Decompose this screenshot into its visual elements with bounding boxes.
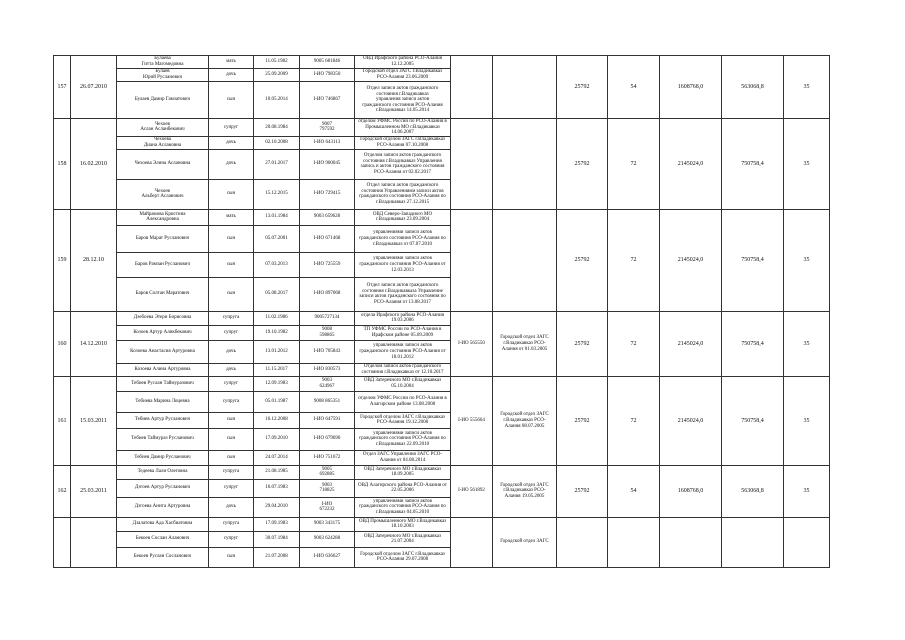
member-document-issuer: отдела Ирафского района РСО-Алания 19.03.2006 — [355, 311, 451, 325]
value-1 — [557, 517, 608, 567]
value-1: 25792 — [557, 56, 608, 119]
member-relation: мать — [209, 209, 254, 225]
table-row — [54, 119, 881, 137]
value-4: 750758,4 — [722, 209, 784, 311]
member-document: 9005 692885 — [300, 465, 355, 479]
value-4: 563068,8 — [722, 465, 784, 517]
member-document: 9005 681846 — [300, 56, 355, 69]
member-document: I-ИО 636627 — [300, 547, 355, 567]
member-relation: дочь — [209, 340, 254, 363]
member-birth-date: 11.15.2017 — [254, 363, 300, 376]
member-document-issuer: Отделом записи актов гражданского состояния г.Владикавказ от 12.10.2017 — [355, 363, 451, 376]
member-document-issuer: управлениями записи актов гражданского состояния РСО-Алания по г.Владикавказ 22.09.2010 — [355, 428, 451, 450]
member-name: Баров Рамзан Русланович — [117, 252, 209, 277]
member-relation: супруга — [209, 391, 254, 412]
member-document-issuer: ОВД Затеречного МО г.Владикавказ 18.09.2005 — [355, 465, 451, 479]
member-relation: дочь — [209, 69, 254, 82]
member-name: Козоева Анастасия Артуровна — [117, 340, 209, 363]
member-birth-date: 10.05.2014 — [254, 82, 300, 119]
member-name: Козоева Алина Артуровна — [117, 363, 209, 376]
member-birth-date: 11.02.1986 — [254, 311, 300, 325]
member-relation: сын — [209, 412, 254, 428]
member-document-issuer: Городской отдел ЗАГС г.Владикавказ РСО-Алания 23.06.2009 — [355, 69, 451, 82]
value-3: 2145024,0 — [660, 376, 722, 465]
member-document: I-ИО 897068 — [300, 277, 355, 311]
member-birth-date: 12.09.1983 — [254, 376, 300, 391]
member-relation: дочь — [209, 497, 254, 517]
value-3: 1608768,0 — [660, 465, 722, 517]
member-document-issuer: ОВД Промышленного МО г.Владикавказ 18.10.2003 — [355, 517, 451, 531]
member-name: Дзалатова Ада Хасбиатовна — [117, 517, 209, 531]
member-document: I-ИО 725559 — [300, 252, 355, 277]
value-3 — [660, 517, 722, 567]
member-document-issuer: Городской отделом ЗАГС г.Владикавказ РСО-Алания 29.07.2008 — [355, 547, 451, 567]
member-relation: супруга — [209, 517, 254, 531]
member-relation: супруг — [209, 119, 254, 137]
member-birth-date: 05.01.1987 — [254, 391, 300, 412]
member-birth-date: 29.04.2010 — [254, 497, 300, 517]
member-document: 9008 865351 — [300, 391, 355, 412]
member-birth-date: 20.08.1984 — [254, 119, 300, 137]
member-name: Булаев Юрий Русланович — [117, 69, 209, 82]
member-name: Чехоева Элина Аслановна — [117, 149, 209, 179]
member-name: Бекоев Руслан Сосланович — [117, 547, 209, 567]
member-document-issuer: Городской отделом ЗАГС г.Владикавказ РСО-Алания 07.10.2008 — [355, 136, 451, 149]
member-relation: сын — [209, 547, 254, 567]
member-relation: сын — [209, 450, 254, 465]
value-1: 25792 — [557, 311, 608, 376]
member-relation: супруг — [209, 479, 254, 497]
value-1: 25792 — [557, 465, 608, 517]
record-number — [54, 517, 71, 567]
member-document-issuer: Отделом записи актов гражданского состояния г.Владикавказ Управления запись и актов гражданского состояния РСО-Алания от 02.02.2017 — [355, 149, 451, 179]
member-document: I-ИО 672232 — [300, 497, 355, 517]
member-document-issuer: управлениями записи актов гражданского состояния РСО-Алания по г.Владикавказ 04.05.2010 — [355, 497, 451, 517]
value-5: 35 — [784, 311, 830, 376]
member-name: Дзгоева Анита Артуровна — [117, 497, 209, 517]
member-birth-date: 11.05.1982 — [254, 56, 300, 69]
marriage-certificate — [451, 517, 493, 567]
member-document-issuer: отделом УФМС России по РСО-Алания в Алагирском районе 13.08.2008 — [355, 391, 451, 412]
member-birth-date: 30.07.1984 — [254, 531, 300, 547]
member-document: I-ИО 746867 — [300, 82, 355, 119]
member-document: 9007 797592 — [300, 119, 355, 137]
member-birth-date: 16.12.2008 — [254, 412, 300, 428]
value-5: 35 — [784, 465, 830, 517]
value-3: 2145024,0 — [660, 311, 722, 376]
member-name: Булаева Гитта Магомедовна — [117, 56, 209, 69]
record-number: 157 — [54, 56, 71, 119]
marriage-certificate — [451, 119, 493, 210]
member-document-issuer: ОВД Ирафского района РСО-Алания 12.12.2005 — [355, 56, 451, 69]
member-document: I-ИО 705843 — [300, 340, 355, 363]
member-name: Дзгоев Артур Русланович — [117, 479, 209, 497]
table-row — [54, 376, 881, 391]
member-document: 9008 598865 — [300, 325, 355, 340]
member-birth-date: 19.10.1982 — [254, 325, 300, 340]
member-birth-date: 05.07.2001 — [254, 225, 300, 252]
families-table — [53, 55, 881, 568]
member-relation: дочь — [209, 149, 254, 179]
table-row — [54, 517, 881, 531]
member-relation: дочь — [209, 136, 254, 149]
marriage-certificate — [451, 56, 493, 119]
marriage-certificate: I-ИО 561892 — [451, 465, 493, 517]
value-1: 25792 — [557, 376, 608, 465]
table-row — [54, 311, 881, 325]
member-document-issuer: управлениями записи актов гражданского состояния РСО-Алания от 18.01.2012 — [355, 340, 451, 363]
member-document-issuer: управлениями записи актов гражданского состояния РСО-Алания от 12.03.2013 — [355, 252, 451, 277]
member-relation: сын — [209, 252, 254, 277]
value-2 — [608, 517, 660, 567]
marriage-certificate — [451, 209, 493, 311]
member-name: Тедеева Лали Олеговна — [117, 465, 209, 479]
member-relation: супруг — [209, 531, 254, 547]
member-document: 9003 343175 — [300, 517, 355, 531]
member-name: Чехоев Аслан Асланбекович — [117, 119, 209, 137]
member-document: I-ИО 671468 — [300, 225, 355, 252]
registry-office — [493, 56, 557, 119]
value-5 — [784, 517, 830, 567]
member-document: I-ИО 729415 — [300, 179, 355, 209]
member-name: Бекоев Сослан Аланович — [117, 531, 209, 547]
member-document: 9003 624967 — [300, 376, 355, 391]
member-birth-date: 17.09.1983 — [254, 517, 300, 531]
member-relation: сын — [209, 179, 254, 209]
value-2: 72 — [608, 376, 660, 465]
member-birth-date: 13.01.2012 — [254, 340, 300, 363]
member-document-issuer: ОВД Затеречного МО г.Владикавказ 21.07.2004 — [355, 531, 451, 547]
registry-office: Городской отдел ЗАГС г.Владикавказ РСО- Алания 08.07.2005 — [493, 376, 557, 465]
member-name: Тебиев Артур Русланович — [117, 412, 209, 428]
member-name: Козоев Артур Аликбекович — [117, 325, 209, 340]
marriage-certificate: I-ИО 555664 — [451, 376, 493, 465]
value-2: 72 — [608, 209, 660, 311]
table-row — [54, 209, 881, 225]
member-relation: сын — [209, 225, 254, 252]
member-name: Тебиева Марина Лоцевна — [117, 391, 209, 412]
member-document-issuer: ТП УФМС России по РСО-Алания в Ирафском районе 05.09.2009 — [355, 325, 451, 340]
member-relation: дочь — [209, 363, 254, 376]
member-relation: сын — [209, 277, 254, 311]
member-name: Майрамова Кристина Александровна — [117, 209, 209, 225]
record-number: 162 — [54, 465, 71, 517]
member-birth-date: 02.10.2008 — [254, 136, 300, 149]
member-name: Баров Солтан Маратович — [117, 277, 209, 311]
member-name: Тебиев Таймураз Русланович — [117, 428, 209, 450]
member-name: Булаев Дамир Гамзатович — [117, 82, 209, 119]
value-5: 35 — [784, 209, 830, 311]
member-document: I-ИО 647591 — [300, 412, 355, 428]
value-5: 35 — [784, 119, 830, 210]
member-birth-date: 24.07.2014 — [254, 450, 300, 465]
member-relation: мать — [209, 56, 254, 69]
member-relation: сын — [209, 428, 254, 450]
value-1: 25792 — [557, 209, 608, 311]
member-name: Дзебоева Этери Борисовна — [117, 311, 209, 325]
member-document: 9003 624288 — [300, 531, 355, 547]
member-birth-date: 27.01.2017 — [254, 149, 300, 179]
member-name: Баров Марат Русланович — [117, 225, 209, 252]
member-name: Тебиев Дамир Русланович — [117, 450, 209, 465]
value-1: 25792 — [557, 119, 608, 210]
registry-office: Городской отдел ЗАГС — [493, 517, 557, 567]
member-name: Чехоев Альберт Асланович — [117, 179, 209, 209]
value-3: 2145024,0 — [660, 209, 722, 311]
record-date: 28.12.10 — [71, 209, 117, 311]
value-2: 72 — [608, 119, 660, 210]
member-birth-date: 15.12.2015 — [254, 179, 300, 209]
table-row — [54, 56, 881, 69]
member-birth-date: 13.01.1984 — [254, 209, 300, 225]
marriage-certificate: I-ИО 565550 — [451, 311, 493, 376]
record-number: 159 — [54, 209, 71, 311]
member-birth-date: 16.07.1983 — [254, 479, 300, 497]
value-2: 54 — [608, 56, 660, 119]
member-relation: сын — [209, 82, 254, 119]
member-document: 9003 659628 — [300, 209, 355, 225]
member-document-issuer: Отдел ЗАГС Управления ЗАГС РСО- Алания от 04.08.2014 — [355, 450, 451, 465]
member-document-issuer: ОВД Затеречного МО г.Владикавказ 05.10.2004 — [355, 376, 451, 391]
member-document: 9003 718825 — [300, 479, 355, 497]
value-4: 563068,8 — [722, 56, 784, 119]
value-5: 35 — [784, 56, 830, 119]
member-document: I-ИО 798350 — [300, 69, 355, 82]
member-relation: супруга — [209, 465, 254, 479]
member-document: 9005727134 — [300, 311, 355, 325]
registry-office: Городской отдел ЗАГС г.Владикавказ РСО- Алания 19.05.2005 — [493, 465, 557, 517]
value-3: 2145024,0 — [660, 119, 722, 210]
member-birth-date: 17.09.2010 — [254, 428, 300, 450]
value-5: 35 — [784, 376, 830, 465]
record-number: 161 — [54, 376, 71, 465]
record-number: 158 — [54, 119, 71, 210]
member-birth-date: 05.08.2017 — [254, 277, 300, 311]
member-birth-date: 25.09.2009 — [254, 69, 300, 82]
member-relation: супруга — [209, 311, 254, 325]
member-relation: супруг — [209, 376, 254, 391]
registry-office — [493, 119, 557, 210]
member-name: Тебиев Руслан Таймуразович — [117, 376, 209, 391]
value-3: 1608768,0 — [660, 56, 722, 119]
member-document: I-ИО 830573 — [300, 363, 355, 376]
member-document-issuer: Отдел записи актов гражданского состояния г.Владикавказ управления записи актов гражданского состояния РСО-Алания г.Владикавказ 14.05.2014 — [355, 82, 451, 119]
member-document-issuer: ОВД Алагирского района РСО-Алания от 22.05.2006 — [355, 479, 451, 497]
record-date: 16.02.2010 — [71, 119, 117, 210]
value-4: 750758,4 — [722, 376, 784, 465]
value-2: 54 — [608, 465, 660, 517]
member-birth-date: 07.03.2013 — [254, 252, 300, 277]
value-2: 72 — [608, 311, 660, 376]
member-document: I-ИО 751672 — [300, 450, 355, 465]
member-relation: супруг — [209, 325, 254, 340]
record-date: 15.03.2011 — [71, 376, 117, 465]
record-number: 160 — [54, 311, 71, 376]
member-document: I-ИО 679690 — [300, 428, 355, 450]
table-row — [54, 465, 881, 479]
member-birth-date: 21.08.1985 — [254, 465, 300, 479]
member-document-issuer: Отдел записи актов гражданского состояния г.Владикавказа Управление записи актов гражданского состояния по РСО-Алания от 13.08.2017 — [355, 277, 451, 311]
registry-office — [493, 209, 557, 311]
record-date: 26.07.2010 — [71, 56, 117, 119]
record-date — [71, 517, 117, 567]
member-document-issuer: Городской отделом ЗАГС г.Владикавказ РСО-Алания 19.12.2008 — [355, 412, 451, 428]
member-document-issuer: Отдел записи актов гражданского состояния Управлениями записи актов гражданского состояния РСО-Алания по г.Владикавказ 27.12.2015 — [355, 179, 451, 209]
value-4 — [722, 517, 784, 567]
value-4: 750758,4 — [722, 311, 784, 376]
member-document: I-ИО 900045 — [300, 149, 355, 179]
member-document-issuer: отделом УФМС России по РСО-Алания в Промышленном МО г.Владикавказ 14.06.2007 — [355, 119, 451, 137]
record-date: 14.12.2010 — [71, 311, 117, 376]
member-document-issuer: ОВД Северо-Западного МО г.Владикавказ 23.09.2004 — [355, 209, 451, 225]
record-date: 25.03.2011 — [71, 465, 117, 517]
member-name: Чехоева Диана Аслановна — [117, 136, 209, 149]
member-birth-date: 21.07.2008 — [254, 547, 300, 567]
member-document: I-ИО 643113 — [300, 136, 355, 149]
member-document-issuer: управлениями записи актов гражданского состояния РСО-Алания по г.Владикавказ от 07.07.2010 — [355, 225, 451, 252]
value-4: 750758,4 — [722, 119, 784, 210]
registry-office: Городской отдел ЗАГС г.Владикавказ РСО- Алания от 01.03.2005 — [493, 311, 557, 376]
